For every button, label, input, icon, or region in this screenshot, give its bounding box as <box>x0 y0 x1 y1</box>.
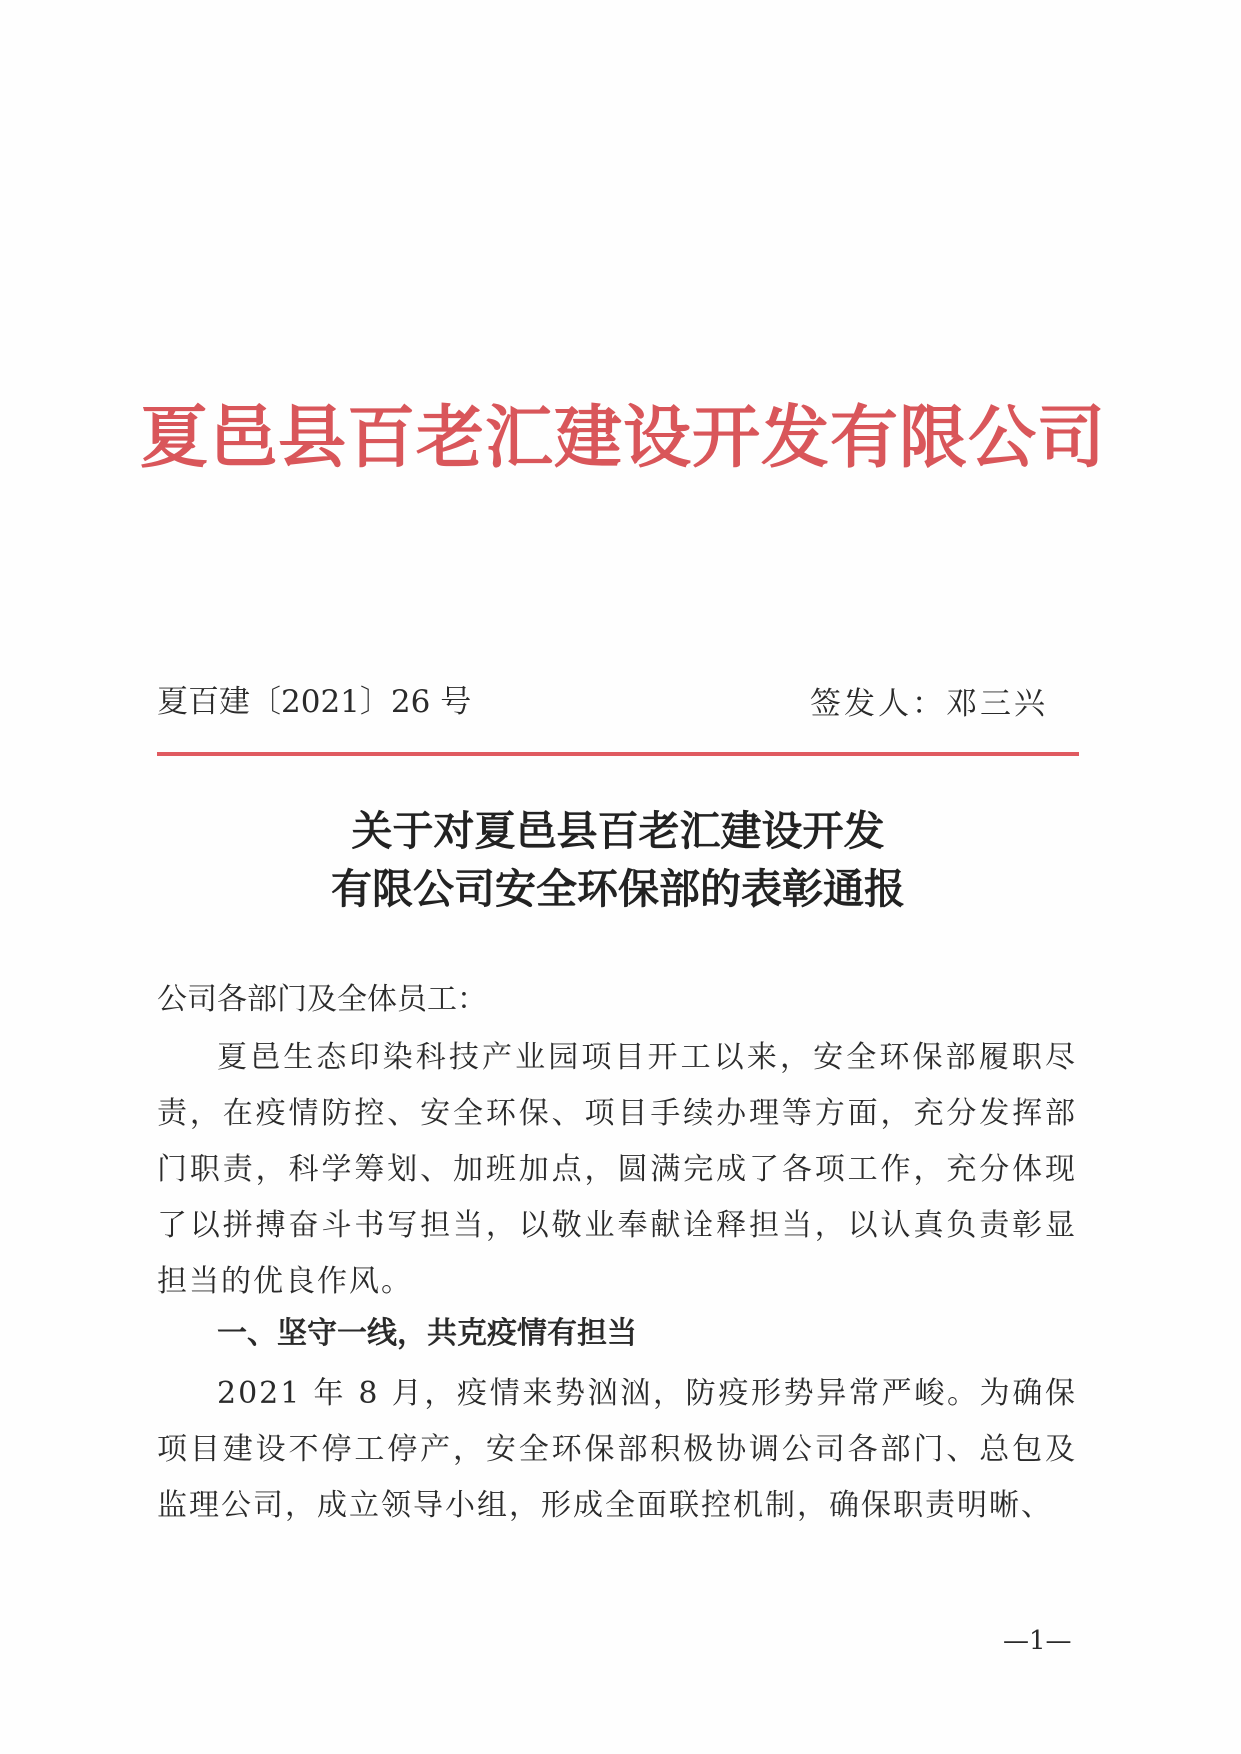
body-paragraph-2: 2021 年 8 月，疫情来势汹汹，防疫形势异常严峻。为确保项目建设不停工停产，安全环保部积极协调公司各部门、总包及监理公司，成立领导小组，形成全面联控机制，确保职责明晰、 <box>157 1376 1077 1523</box>
masthead-org-name: 夏邑县百老汇建设开发有限公司 <box>140 398 1107 478</box>
page-number: —1— <box>1003 1626 1072 1656</box>
salutation: 公司各部门及全体员工： <box>157 982 487 1017</box>
document-number: 夏百建〔2021〕26 号 <box>157 684 472 720</box>
section-heading-1: 一、坚守一线，共克疫情有担当 <box>217 1316 637 1351</box>
title-line-1: 关于对夏邑县百老汇建设开发 <box>351 807 885 855</box>
title-line-2: 有限公司安全环保部的表彰通报 <box>331 865 905 913</box>
signer: 签发人：邓三兴 <box>810 686 1048 722</box>
document-title <box>157 802 1079 918</box>
body-paragraph-1: 夏邑生态印染科技产业园项目开工以来，安全环保部履职尽责，在疫情防控、安全环保、项目手续办理等方面，充分发挥部门职责，科学筹划、加班加点，圆满完成了各项工作，充分体现了以拼搏奋斗书写担当，以敬业奉献诠释担当，以认真负责彰显担当的优良作风。 <box>157 1040 1077 1299</box>
red-divider-line <box>157 752 1079 756</box>
